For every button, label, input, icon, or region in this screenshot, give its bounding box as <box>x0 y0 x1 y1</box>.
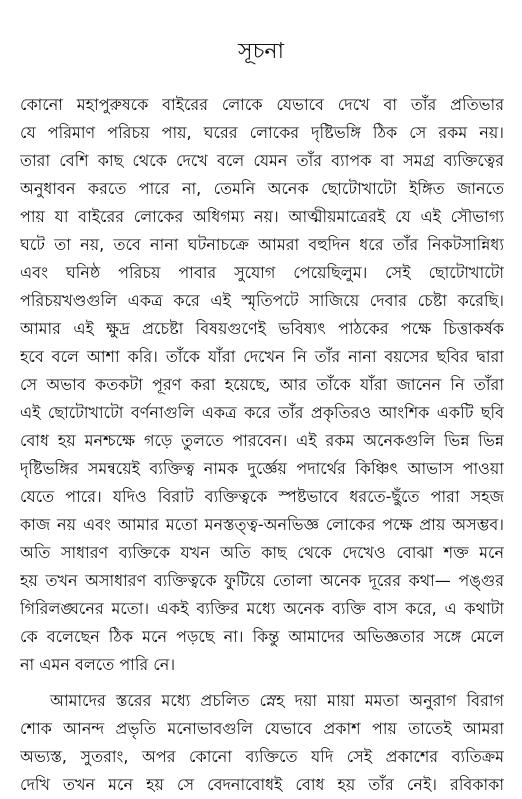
paragraph-2 <box>20 687 504 799</box>
text-line: অতি সাধারণ ব্যক্তিকে যখন অতি কাছ থেকে দেখেও বোঝা শক্ত মনে <box>20 543 504 562</box>
text-line: অভ্যস্ত, সুতরাং, অপর কোনো ব্যক্তিতে যদি সেই প্রকাশের ব্যতিক্রম <box>20 747 504 766</box>
text-line: কোনো মহাপুরুষকে বাইরের লোকে যেভাবে দেখে বা তাঁর প্রতিভার <box>20 95 504 114</box>
text-line: বোধ হয় মনশ্চক্ষে গড়ে তুলতে পারবেন। এই রকম অনেকগুলি ভিন্ন ভিন্ন <box>20 431 504 450</box>
text-line: শোক আনন্দ প্রভৃতি মনোভাবগুলি যেভাবে প্রকাশ পায় তাতেই আমরা <box>20 719 504 738</box>
text-line: অনুধাবন করতে পারে না, তেমনি অনেক ছোটোখাটো ইঙ্গিত জানতে <box>20 179 504 198</box>
text-line: পরিচয়খণ্ডগুলি একত্র করে এই স্মৃতিপটে সাজিয়ে দেবার চেষ্টা করেছি। <box>20 291 504 310</box>
text-line: না এমন বলতে পারি নে। <box>20 655 176 674</box>
text-line: দেখি তখন মনে হয় সে বেদনাবোধই বোধ হয় তাঁর নেই। রবিকাকা <box>20 775 504 794</box>
text-line: গিরিলঙ্ঘনের মতো। একই ব্যক্তির মধ্যে অনেক ব্যক্তি বাস করে, এ কথাটা <box>20 599 504 618</box>
paragraph-1 <box>20 91 504 679</box>
text-line: হবে বলে আশা করি। তাঁকে যাঁরা দেখেন নি তাঁর নানা বয়সের ছবির দ্বারা <box>20 347 504 366</box>
text-line: কাজ নয় এবং আমার মতো মনস্তত্ত্ব-অনভিজ্ঞ লোকের পক্ষে প্রায় অসম্ভব। <box>20 515 504 534</box>
page-title: সূচনা <box>238 39 284 64</box>
body-text <box>20 91 504 799</box>
text-line: হয় তখন অসাধারণ ব্যক্তিত্বকে ফুটিয়ে তোলা অনেক দূরের কথা— পঙ্গুর <box>20 571 504 590</box>
text-line: ঘটে তা নয়, তবে নানা ঘটনাচক্রে আমরা বহুদিন ধরে তাঁর নিকটসান্নিধ্য <box>20 235 504 254</box>
text-line: কে বলেছেন ঠিক মনে পড়ছে না। কিন্তু আমাদের অভিজ্ঞতার সঙ্গে মেলে <box>20 627 504 646</box>
text-line: যে পরিমাণ পরিচয় পায়, ঘরের লোকের দৃষ্টিভঙ্গি ঠিক সে রকম নয়। <box>20 123 504 142</box>
text-line: এই ছোটোখাটো বর্ণনাগুলি একত্র করে তাঁর প্রকৃতিরও আংশিক একটি ছবি <box>20 403 504 422</box>
text-line: যেতে পারে। যদিও বিরাট ব্যক্তিত্বকে স্পষ্টভাবে ধরতে-ছুঁতে পারা সহজ <box>20 487 504 506</box>
text-line: এবং ঘনিষ্ঠ পরিচয় পাবার সুযোগ পেয়েছিলুম। সেই ছোটোখাটো <box>20 263 504 282</box>
text-line: সে অভাব কতকটা পূরণ করা হয়েছে, আর তাঁকে যাঁরা জানেন নি তাঁরা <box>20 375 504 394</box>
text-line: তারা বেশি কাছ থেকে দেখে বলে যেমন তাঁর ব্যাপক বা সমগ্র ব্যক্তিত্বের <box>20 151 504 170</box>
text-line: পায় যা বাইরের লোকের অধিগম্য নয়। আত্মীয়মাত্রেরই যে এই সৌভাগ্য <box>20 207 504 226</box>
text-line: দৃষ্টিভঙ্গির সমন্বয়েই ব্যক্তিত্ব নামক দুর্জ্ঞেয় পদার্থের কিঞ্চিৎ আভাস পাওয়া <box>20 459 504 478</box>
text-line: আমার এই ক্ষুদ্র প্রচেষ্টা বিষয়গুণেই ভবিষ্যৎ পাঠকের পক্ষে চিত্তাকর্ষক <box>20 319 504 338</box>
text-line: আমাদের স্তরের মধ্যে প্রচলিত স্নেহ দয়া মায়া মমতা অনুরাগ বিরাগ <box>50 691 504 710</box>
